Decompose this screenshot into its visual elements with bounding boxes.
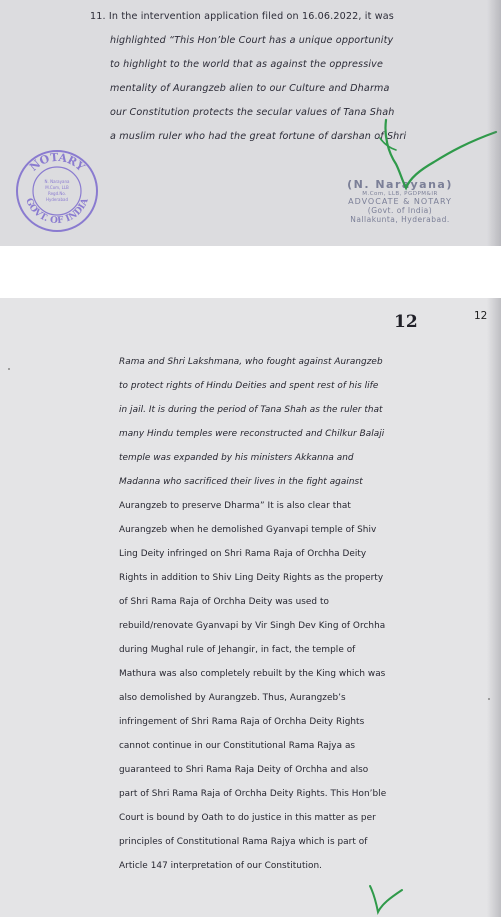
scan-speck <box>8 368 10 370</box>
paragraph-line: Madanna who sacrificed their lives in the fight against <box>119 477 363 487</box>
stamp-center-line: M.Com, LLB <box>45 185 69 190</box>
paragraph-line: also demolished by Aurangzeb. Thus, Aurangzeb’s <box>119 693 346 703</box>
page-edge-shadow <box>487 298 501 917</box>
paragraph-line: mentality of Aurangzeb alien to our Culture and Dharma <box>110 83 390 94</box>
paragraph-line: many Hindu temples were reconstructed and Chilkur Balaji <box>119 429 385 439</box>
paragraph-line: rebuild/renovate Gyanvapi by Vir Singh Dev King of Orchha <box>119 621 386 631</box>
notary-degrees: M.Com, LLB, PGDPM&IR <box>362 191 438 197</box>
stamp-center-line: Regd.No. <box>47 191 67 196</box>
stamp-center-line: Hyderabad <box>46 197 68 202</box>
document-page-12 <box>0 298 501 917</box>
signature-mark <box>372 118 500 204</box>
paragraph-line: guaranteed to Shri Rama Raja Deity of Orchha and also <box>119 765 369 775</box>
paragraph-line: Rights in addition to Shiv Ling Deity Rights as the property <box>119 573 384 583</box>
paragraph-line-text: Aurangzeb to preserve Dharma” It is also clear that <box>119 501 351 511</box>
paragraph-line: to highlight to the world that as against the oppressive <box>110 59 384 70</box>
notary-title: ADVOCATE & NOTARY <box>348 197 452 206</box>
paragraph-line: Court is bound by Oath to do justice in this matter as per <box>119 813 376 823</box>
paragraph-line: Article 147 interpretation of our Constitution. <box>119 861 323 871</box>
paragraph-line: infringement of Shri Rama Raja of Orchha Deity Rights <box>119 717 365 727</box>
stamp-top-text: NOTARY <box>27 150 87 174</box>
paragraph-line: to protect rights of Hindu Deities and spent rest of his life <box>119 381 379 391</box>
paragraph-line: Ling Deity infringed on Shri Rama Raja of Orchha Deity <box>119 549 367 559</box>
notary-place: Nallakunta, Hyderabad. <box>350 215 450 224</box>
paragraph-line: Mathura was also completely rebuilt by the King which was <box>119 669 386 679</box>
paragraph-line: temple was expanded by his ministers Akkanna and <box>119 453 354 463</box>
notary-stamp <box>14 148 100 234</box>
document-page-11 <box>0 0 501 246</box>
page-edge-shadow <box>487 0 501 246</box>
paragraph-line: Aurangzeb when he demolished Gyanvapi temple of Shiv <box>119 525 377 535</box>
paragraph-line: in jail. It is during the period of Tana Shah as the ruler that <box>119 405 383 415</box>
paragraph-line: 11. In the intervention application filed on 16.06.2022, it was <box>90 11 394 22</box>
paragraph-line: a muslim ruler who had the great fortune of darshan of Shri <box>110 131 407 142</box>
paragraph-line: cannot continue in our Constitutional Rama Rajya as <box>119 741 356 751</box>
signature-mark <box>360 880 420 917</box>
paragraph-line <box>119 501 351 511</box>
paragraph-line: of Shri Rama Raja of Orchha Deity was used to <box>119 597 330 607</box>
stamp-bottom-text: GOVT. OF INDIA <box>23 196 91 227</box>
notary-govt: (Govt. of India) <box>367 206 433 215</box>
paragraph-line: Rama and Shri Lakshmana, who fought against Aurangzeb <box>119 357 383 367</box>
paragraph-line: principles of Constitutional Rama Rajya which is part of <box>119 837 368 847</box>
stamp-center-line: N. Narayana <box>44 179 70 184</box>
paragraph-line: part of Shri Rama Raja of Orchha Deity Rights. This Hon’ble <box>119 789 387 799</box>
notary-name: (N. Narayana) <box>347 178 453 191</box>
page-number: 12 <box>394 312 418 332</box>
paragraph-line: our Constitution protects the secular values of Tana Shah <box>110 107 395 118</box>
paragraph-line: highlighted “This Hon’ble Court has a unique opportunity <box>110 35 394 46</box>
svg-text:NOTARY <box>27 151 87 174</box>
corner-page-number: 12 <box>474 310 488 322</box>
paragraph-line: during Mughal rule of Jehangir, in fact, the temple of <box>119 645 356 655</box>
